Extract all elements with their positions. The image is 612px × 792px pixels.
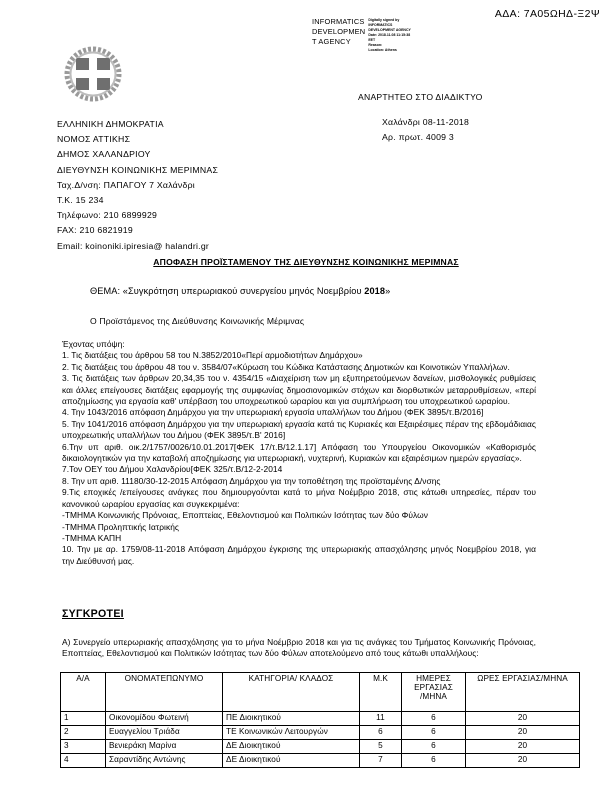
department-preventive-medicine: -ΤΜΗΜΑ Προληπτικής Ιατρικής (62, 521, 179, 532)
cell-mk: 11 (360, 712, 402, 726)
organization-address-block (57, 117, 218, 254)
signature-detail-line-5: EET (368, 38, 376, 43)
cell-workdays: 6 (402, 740, 466, 754)
cell-mk: 6 (360, 726, 402, 740)
signature-agency-line-1: INFORMATICS (312, 17, 365, 26)
cell-mk: 5 (360, 740, 402, 754)
ada-code: ΑΔΑ: 7Α05ΩΗΔ-Ξ2Ψ (494, 8, 600, 20)
org-line-hellenic-republic: ΕΛΛΗΝΙΚΗ ΔΗΜΟΚΡΑΤΙΑ (57, 119, 164, 129)
coat-of-arms-icon (64, 46, 122, 102)
column-header-workdays (402, 673, 466, 712)
org-line-fax: FAX: 210 6821919 (57, 225, 133, 236)
decision-title (0, 257, 612, 267)
table-header-row (61, 673, 580, 712)
org-line-street-address: Ταχ.Δ/νση: ΠΑΠΑΓΟΥ 7 Χαλάνδρι (57, 179, 195, 190)
org-line-municipality: ΔΗΜΟΣ ΧΑΛΑΝΔΡΙΟΥ (57, 149, 151, 160)
signature-detail-line-2: INFORMATICS (368, 23, 393, 28)
cell-category: ΤΕ Κοινωνικών Λειτουργών (223, 726, 360, 740)
table-row (61, 726, 580, 740)
table-header (61, 673, 580, 712)
cell-workdays: 6 (402, 712, 466, 726)
consideration-item-7: 7.Τον ΟΕΥ του Δήμου Χαλανδρίου[ΦΕΚ 325/τ.Β/12-2-2014 (62, 464, 283, 475)
signature-detail-line-3: DEVELOPMENT AGENCY (368, 28, 411, 33)
decision-verb-heading (62, 608, 124, 620)
cell-fullname: Βενιεράκη Μαρίνα (106, 740, 223, 754)
cell-workhours: 20 (466, 754, 580, 768)
theme-year: 2018 (364, 286, 386, 296)
cell-aa: 3 (61, 740, 106, 754)
date-protocol-block (382, 115, 469, 145)
consideration-item-1: 1. Τις διατάξεις του άρθρου 58 του Ν.3852/2010«Περί αρμοδιοτήτων Δημάρχου» (62, 350, 363, 361)
digital-signature-stamp (312, 17, 411, 53)
signature-details (368, 17, 410, 53)
consideration-item-4: 4. Την 1043/2016 απόφαση Δημάρχου για την υπερωριακή εργασία υπαλλήλων του Δήμου (ΦΕΚ 3895/τ.Β/2016] (62, 407, 484, 418)
theme-text: «Συγκρότηση υπερωριακού συνεργείου μηνός Νοεμβρίου (122, 286, 365, 296)
consideration-item-3: 3. Τις διατάξεις των άρθρων 20,34,35 του ν. 4354/15 «Διαχείριση των μη εξυπηρετούμενων δανείων, μισθολογικές ρυθμίσεις και άλλες επείγουσες διατάξεις εφαρμογής της συμφωνίας δημοσιονομικών στόχων και διορθωτικών μεταρρυθμίσεων, «περί αποζημίωσης για εργασία καθ' υπέρβαση του υποχρεωτικού ωραρίου και για συμπλήρωση του υποχρεωτικού ωραρίου. (62, 373, 536, 407)
signature-detail-line-1: Digitally signed by (368, 18, 400, 22)
theme-label: ΘΕΜΑ: (90, 286, 121, 296)
consideration-item-2: 2. Τις διατάξεις του άρθρου 48 του ν. 3584/07«Κύρωση του Κώδικα Κατάστασης Δημοτικών και Κοινοτικών Υπαλλήλων. (62, 361, 510, 372)
org-line-prefecture: ΝΟΜΟΣ ΑΤΤΙΚΗΣ (57, 134, 131, 145)
protocol-number: Αρ. πρωτ. 4009 3 (382, 132, 454, 143)
table-row (61, 740, 580, 754)
cell-category: ΔΕ Διοικητικού (223, 740, 360, 754)
org-line-directorate: ΔΙΕΥΘΥΝΣΗ ΚΟΙΝΩΝΙΚΗΣ ΜΕΡΙΜΝΑΣ (57, 164, 219, 175)
overtime-employees-table (60, 672, 580, 768)
consideration-item-5: 5. Την 1041/2016 απόφαση Δημάρχου για την υπερωριακή εργασία κατά τις Κυριακές και Εξαιρέσιμες πέραν της εβδομάδιαιας υποχρεωτικής υπαλλήλων του Δήμου (ΦΕΚ 3895/τ.Β' 2016] (62, 418, 536, 441)
column-header-workdays-line2: ΕΡΓΑΣΙΑΣ (414, 683, 453, 692)
signature-agency-name (312, 17, 365, 47)
paragraph-a: Α) Συνεργείο υπερωριακής απασχόλησης για το μήνα Νοέμβριο 2018 και για τις ανάγκες του Τμήματος Κοινωνικής Πρόνοιας, Εποπτείας, Εθελοντισμού και Πολιτικών Ισότητας των δύο Φύλων αποτελούμενο από τους κάτωθι υπαλλήλους: (62, 637, 536, 659)
signature-detail-line-4: Date: 2018.11.08 11:15:38 (368, 33, 411, 38)
column-header-mk: Μ.Κ (360, 673, 402, 712)
consideration-item-9: 9.Τις εποχικές /επείγουσες ανάγκες που δημιουργούνται κατά το μήνα Νοέμβριο 2018, στις κάτωθι υπηρεσίες, πέραν του κανονικού ωραρίου εργασίας και συγκεκριμένα: (62, 487, 536, 509)
cell-aa: 1 (61, 712, 106, 726)
cell-fullname: Σαραντίδης Αντώνης (106, 754, 223, 768)
table-row (61, 754, 580, 768)
considerations-lead: Έχοντας υπόψη: (62, 339, 125, 349)
cell-workhours: 20 (466, 740, 580, 754)
subject-theme-line (90, 286, 390, 296)
publication-notice: ΑΝΑΡΤΗΤΕΟ ΣΤΟ ΔΙΑΔΙΚΤΥΟ (358, 92, 483, 102)
cell-aa: 4 (61, 754, 106, 768)
cell-mk: 7 (360, 754, 402, 768)
column-header-workdays-line1: ΗΜΕΡΕΣ (416, 674, 451, 683)
org-line-postal-code: Τ.Κ. 15 234 (57, 195, 104, 206)
column-header-fullname: ΟΝΟΜΑΤΕΠΩΝΥΜΟ (106, 673, 223, 712)
table-body (61, 712, 580, 768)
theme-close-quote: » (385, 286, 391, 296)
issuing-officer-line: Ο Προϊστάμενος της Διεύθυνσης Κοινωνικής Μέριμνας (90, 316, 305, 326)
org-line-email: Email: koinoniki.ipiresia@ halandri.gr (57, 240, 210, 251)
signature-agency-line-2: DEVELOPMEN (312, 26, 366, 36)
table-row (61, 712, 580, 726)
considerations-list (62, 339, 536, 567)
signature-detail-line-7: Location: Athens (368, 48, 397, 53)
department-social-welfare: -ΤΜΗΜΑ Κοινωνικής Πρόνοιας, Εποπτείας, Εθελοντισμού και Πολιτικών Ισότητας των δύο Φύλων (62, 510, 428, 521)
org-line-telephone: Τηλέφωνο: 210 6899929 (57, 210, 158, 221)
consideration-item-8: 8. Την υπ αριθ. 11180/30-12-2015 Απόφαση Δημάρχου για την τοποθέτηση της προϊσταμένης Δ/νσης (62, 475, 441, 486)
column-header-aa: Α/Α (61, 673, 106, 712)
cell-workhours: 20 (466, 726, 580, 740)
cell-category: ΠΕ Διοικητικού (223, 712, 360, 726)
cell-workhours: 20 (466, 712, 580, 726)
consideration-item-6: 6.Την υπ αριθ. οικ.2/1757/0026/10.01.2017[ΦΕΚ 17/τ.Β/12.1.17] Απόφαση του Υπουργείου Οικονομικών «Καθορισμός δικαιολογητικών για την καταβολή αποζημίωσης για υπερωριακή, νυχτερινή, Κυριακών και εξαιρέσιμων ημερών εργασίας». (62, 441, 536, 464)
column-header-workhours: ΩΡΕΣ ΕΡΓΑΣΙΑΣ/ΜΗΝΑ (466, 673, 580, 712)
cell-workdays: 6 (402, 754, 466, 768)
decision-title-text: ΑΠΟΦΑΣΗ ΠΡΟΪΣΤΑΜΕΝΟΥ ΤΗΣ ΔΙΕΥΘΥΝΣΗΣ ΚΟΙΝΩΝΙΚΗΣ ΜΕΡΙΜΝΑΣ (153, 257, 459, 267)
cell-fullname: Ευαγγελίου Τριάδα (106, 726, 223, 740)
cell-aa: 2 (61, 726, 106, 740)
cell-fullname: Οικονομίδου Φωτεινή (106, 712, 223, 726)
signature-detail-line-6: Reason: (368, 43, 383, 48)
cell-workdays: 6 (402, 726, 466, 740)
decision-verb-text: ΣΥΓΚΡΟΤΕΙ (62, 608, 124, 620)
department-kapi: -ΤΜΗΜΑ ΚΑΠΗ (62, 532, 122, 543)
signature-agency-line-3: T AGENCY (312, 36, 351, 46)
place-and-date: Χαλάνδρι 08-11-2018 (382, 117, 470, 127)
consideration-item-10: 10. Την με αρ. 1759/08-11-2018 Απόφαση Δημάρχου έγκρισης της υπερωριακής απασχόλησης μηνός Νοεμβρίου 2018, για την Διεύθυνσή μας. (62, 544, 536, 566)
cell-category: ΔΕ Διοικητικού (223, 754, 360, 768)
column-header-workdays-line3: /ΜΗΝΑ (420, 692, 447, 701)
column-header-category: ΚΑΤΗΓΟΡΙΑ/ ΚΛΑΔΟΣ (223, 673, 360, 712)
